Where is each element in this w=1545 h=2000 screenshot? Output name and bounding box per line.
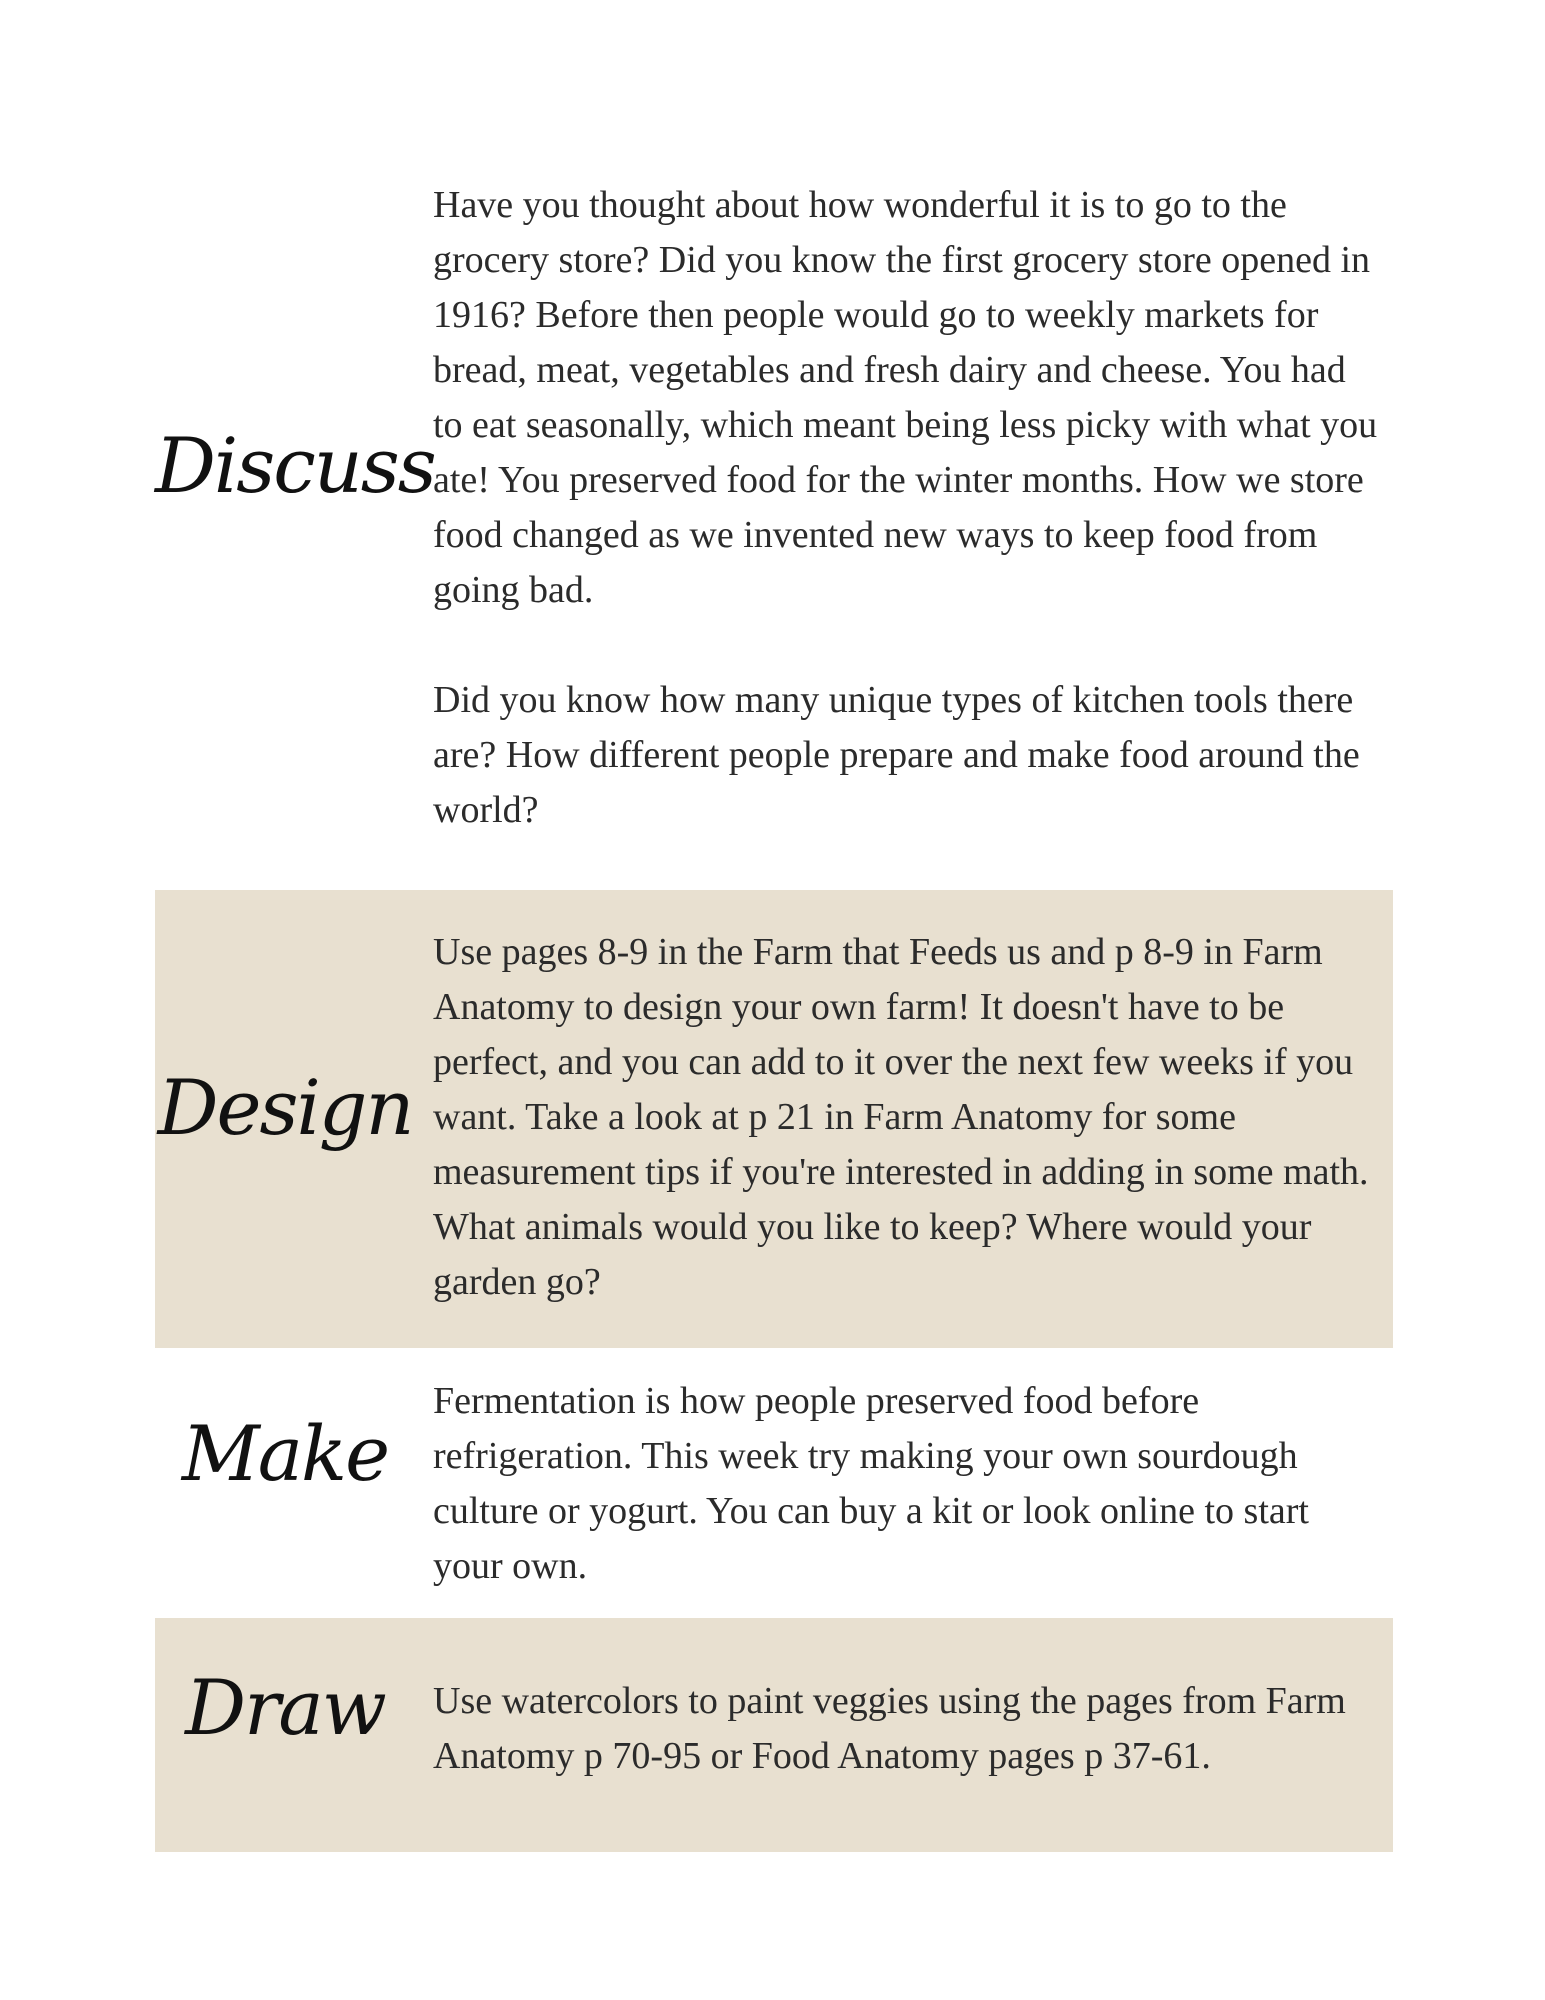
- make-text: [433, 1374, 1383, 1594]
- make-paragraph-1: Fermentation is how people preserved food before refrigeration. This week try making your own sourdough culture or yogurt. You can buy a kit or look online to start your own.: [433, 1380, 1309, 1587]
- design-paragraph-1: Use pages 8-9 in the Farm that Feeds us and p 8-9 in Farm Anatomy to design your own farm! It doesn't have to be perfect, and you can add to it over the next few weeks if you want. Take a look at p 21 in Farm Anatomy for some measurement tips if you're interested in adding in some math. What animals would you like to keep? Where would your garden go?: [433, 931, 1369, 1303]
- discuss-section: [155, 160, 1393, 860]
- make-label: Make: [181, 1409, 389, 1498]
- draw-label: Draw: [185, 1663, 385, 1752]
- discuss-text: [433, 178, 1383, 838]
- discuss-paragraph-2: Did you know how many unique types of kitchen tools there are? How different people prepare and make food around the world?: [433, 679, 1360, 831]
- discuss-label: Discuss: [155, 421, 435, 510]
- draw-text: [433, 1674, 1383, 1784]
- draw-section: [155, 1618, 1393, 1852]
- make-section: [155, 1348, 1393, 1618]
- discuss-paragraph-1: Have you thought about how wonderful it is to go to the grocery store? Did you know the first grocery store opened in 1916? Before then people would go to weekly markets for bread, meat, vegetables and fresh dairy and cheese. You had to eat seasonally, which meant being less picky with what you ate! You preserved food for the winter months. How we store food changed as we invented new ways to keep food from going bad.: [433, 184, 1378, 611]
- design-text: [433, 925, 1383, 1310]
- design-section: [155, 890, 1393, 1348]
- draw-paragraph-1: Use watercolors to paint veggies using the pages from Farm Anatomy p 70-95 or Food Anatomy pages p 37-61.: [433, 1680, 1346, 1777]
- design-label: Design: [157, 1063, 413, 1152]
